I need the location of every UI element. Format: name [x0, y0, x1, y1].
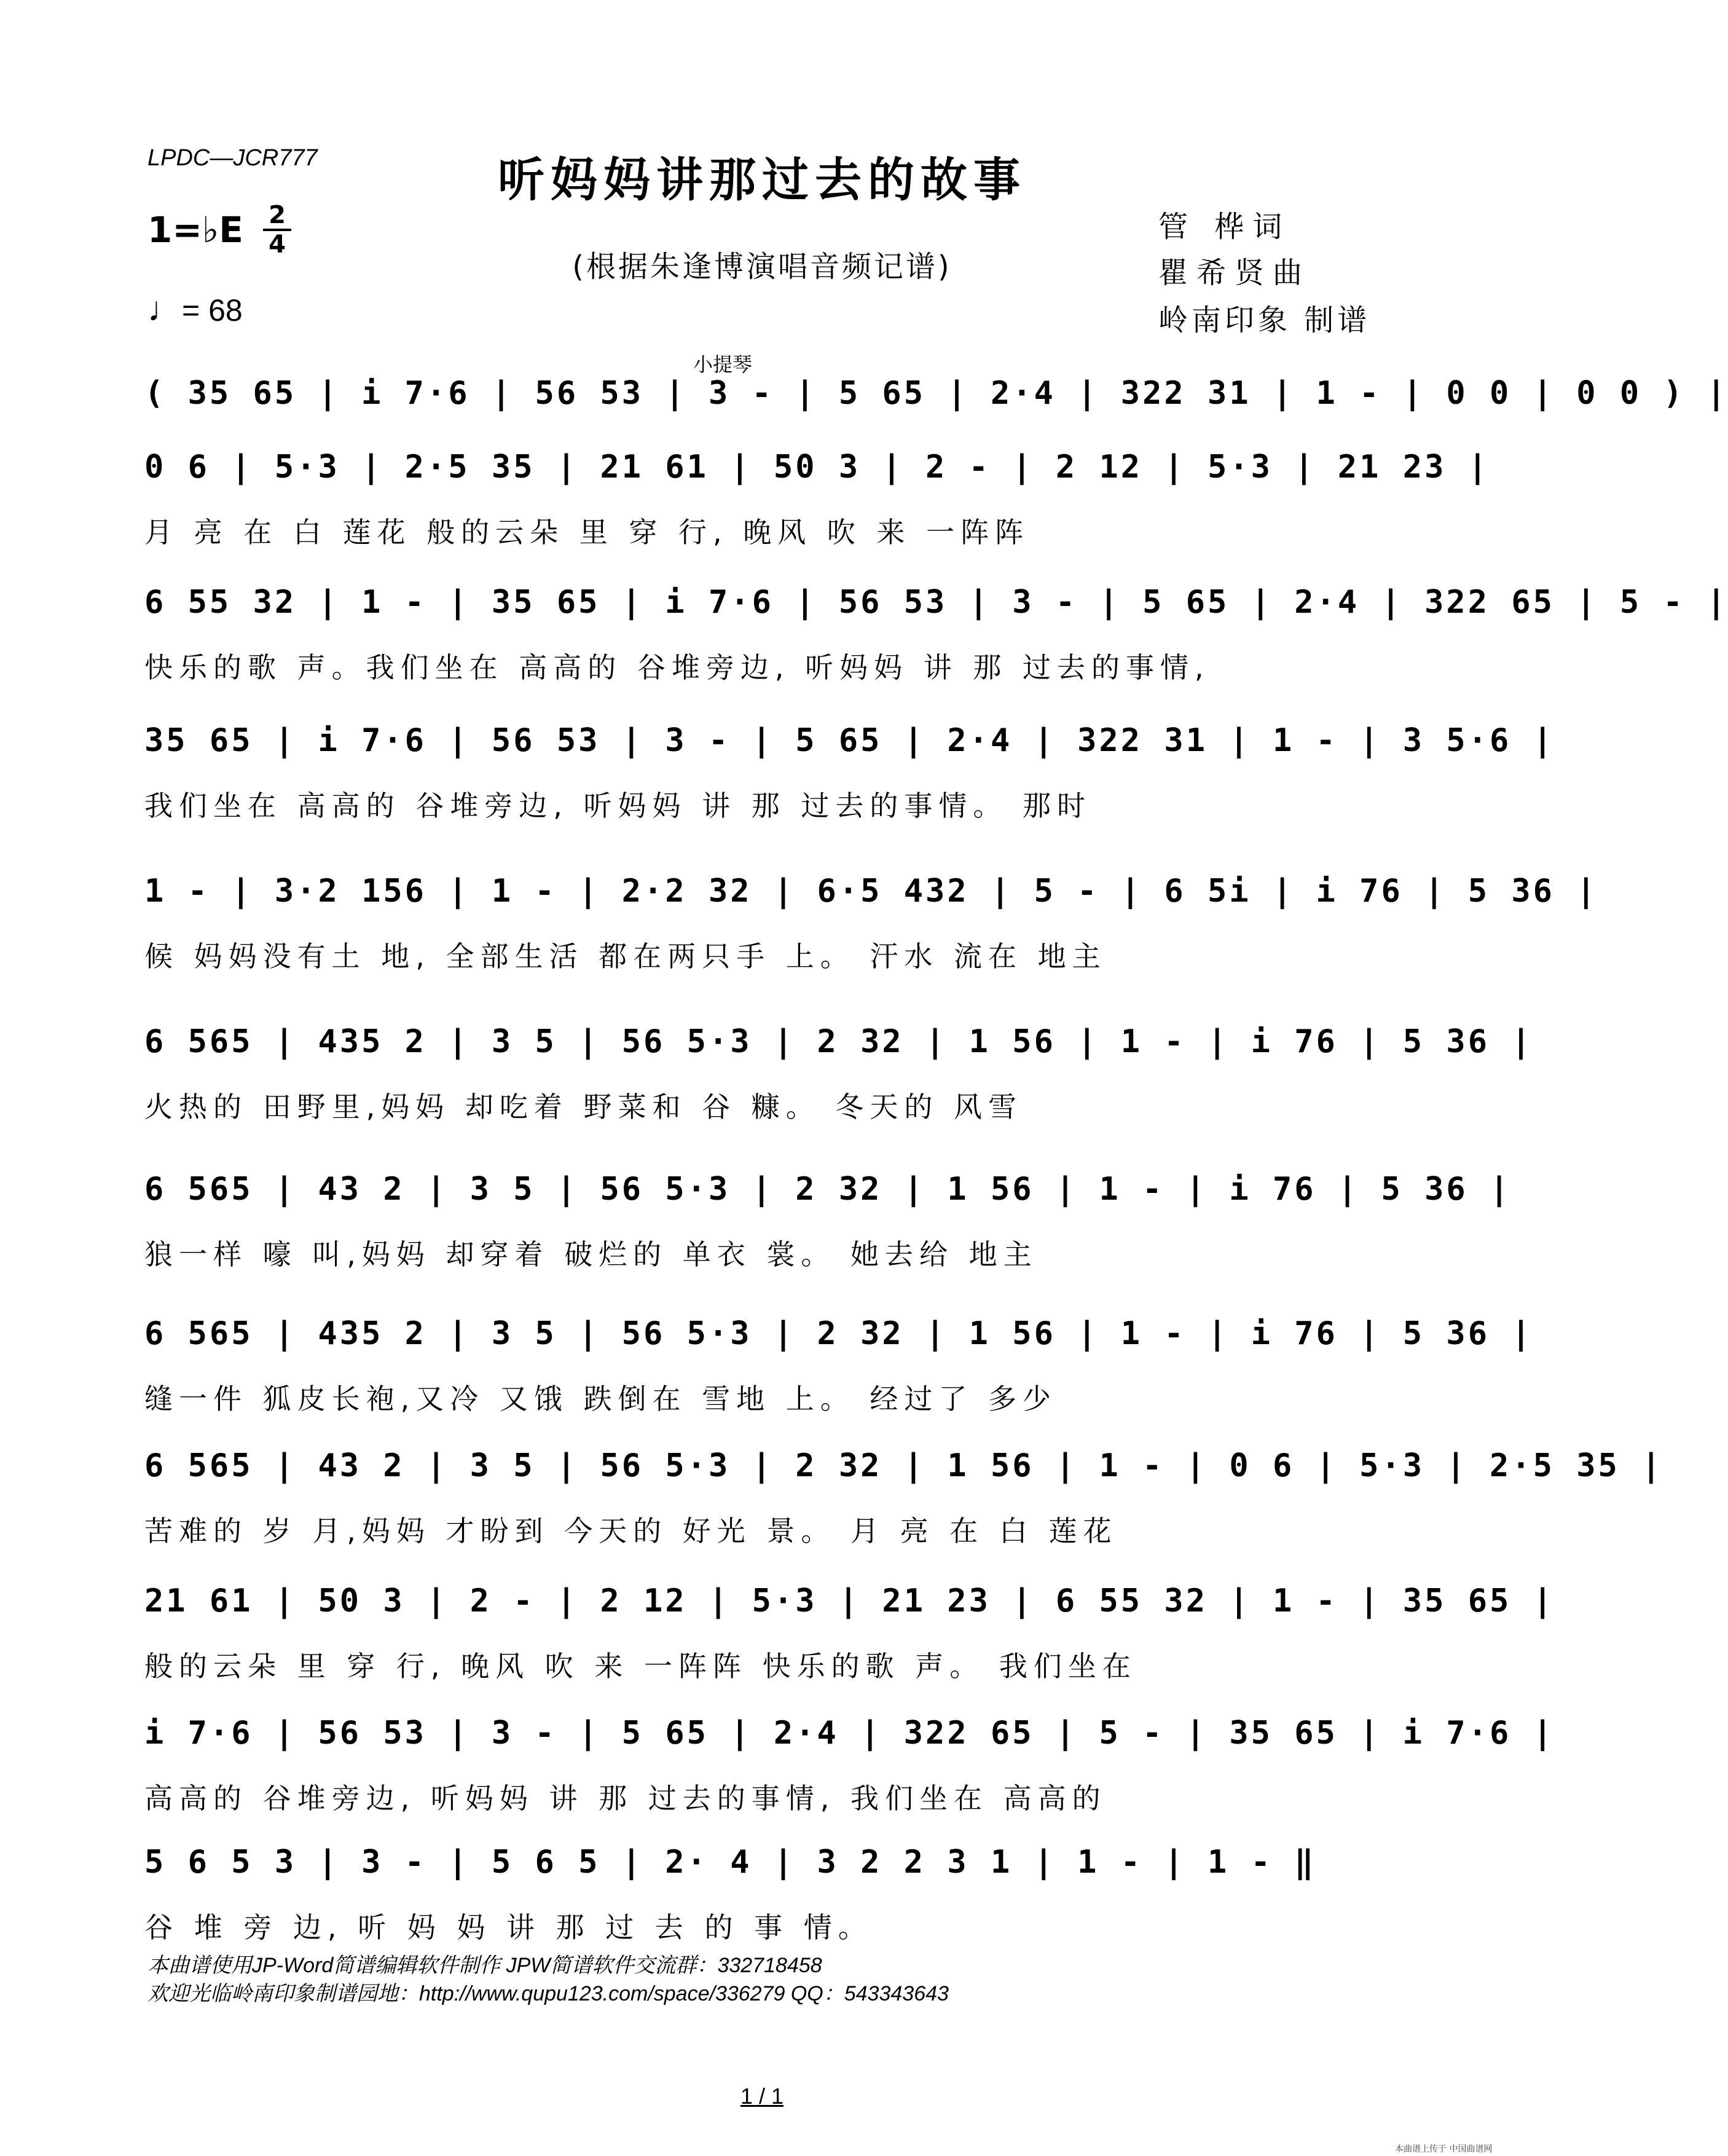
lyric-line: 般的云朵 里 穿 行, 晚风 吹 来 一阵阵 快乐的歌 声。 我们坐在 — [144, 1650, 1137, 1683]
lyric-line: 苦难的 岁 月,妈妈 才盼到 今天的 好光 景。 月 亮 在 白 莲花 — [144, 1514, 1118, 1548]
time-signature-bottom: 4 — [269, 230, 286, 259]
notation-line: i 7·6 | 56 53 | 3 - | 5 65 | 2·4 | 322 65 | 5 - | 35 65 | i 7·6 | — [144, 1715, 1555, 1752]
lyric-line: 火热的 田野里,妈妈 却吃着 野菜和 谷 糠。 冬天的 风雪 — [144, 1090, 1023, 1123]
lyric-line: 候 妈妈没有土 地, 全部生活 都在两只手 上。 汗水 流在 地主 — [144, 940, 1107, 973]
notation-line: 0 6 | 5·3 | 2·5 35 | 21 61 | 50 3 | 2 - | 2 12 | 5·3 | 21 23 | — [144, 449, 1490, 486]
composer-credit: 瞿希贤曲 — [1158, 256, 1311, 290]
song-title: 听妈妈讲那过去的故事 — [498, 152, 1026, 207]
tempo-marking — [147, 289, 243, 329]
footer-website-note: 欢迎光临岭南印象制谱园地：http://www.qupu123.com/space/336279 QQ：543343643 — [147, 1982, 949, 2005]
lyricist-credit: 管 桦词 — [1158, 210, 1291, 244]
time-signature-top: 2 — [269, 201, 286, 229]
lyric-line: 狼一样 嚎 叫,妈妈 却穿着 破烂的 单衣 裳。 她去给 地主 — [144, 1238, 1038, 1271]
page-number: 1 / 1 — [740, 2083, 784, 2109]
score-code: LPDC—JCR777 — [147, 145, 318, 171]
notation-line: 6 565 | 435 2 | 3 5 | 56 5·3 | 2 32 | 1 56 | 1 - | i 76 | 5 36 | — [144, 1023, 1533, 1060]
time-signature — [263, 203, 291, 257]
lyric-line: 缝一件 狐皮长袍,又冷 又饿 跌倒在 雪地 上。 经过了 多少 — [144, 1382, 1057, 1415]
notation-line: 5 6 5 3 | 3 - | 5 6 5 | 2· 4 | 3 2 2 3 1 | 1 - | 1 - ‖ — [144, 1844, 1316, 1881]
lyric-line: 快乐的歌 声。我们坐在 高高的 谷堆旁边, 听妈妈 讲 那 过去的事情, — [144, 651, 1210, 684]
lyric-line: 谷 堆 旁 边, 听 妈 妈 讲 那 过 去 的 事 情。 — [144, 1911, 873, 1944]
upload-watermark: 本曲谱上传于 中国曲谱网 — [1395, 2144, 1493, 2154]
lyric-line: 高高的 谷堆旁边, 听妈妈 讲 那 过去的事情, 我们坐在 高高的 — [144, 1782, 1107, 1815]
quarter-note-icon: ♩ — [147, 289, 182, 328]
arranger-credit: 岭南印象 制谱 — [1158, 303, 1371, 337]
notation-line: ( 35 65 | i 7·6 | 56 53 | 3 - | 5 65 | 2·4 | 322 31 | 1 - | 0 0 | 0 0 ) | — [144, 375, 1728, 412]
notation-line: 6 565 | 43 2 | 3 5 | 56 5·3 | 2 32 | 1 56 | 1 - | i 76 | 5 36 | — [144, 1171, 1512, 1208]
footer-software-note: 本曲谱使用JP-Word简谱编辑软件制作 JPW简谱软件交流群：332718458 — [147, 1954, 822, 1977]
notation-line: 35 65 | i 7·6 | 56 53 | 3 - | 5 65 | 2·4 | 322 31 | 1 - | 3 5·6 | — [144, 722, 1555, 759]
key-signature: 1=♭E — [147, 209, 243, 251]
song-subtitle: (根据朱逢博演唱音频记谱) — [572, 250, 952, 284]
notation-line: 6 55 32 | 1 - | 35 65 | i 7·6 | 56 53 | 3 - | 5 65 | 2·4 | 322 65 | 5 - | — [144, 584, 1728, 621]
notation-line: 6 565 | 43 2 | 3 5 | 56 5·3 | 2 32 | 1 56 | 1 - | 0 6 | 5·3 | 2·5 35 | — [144, 1447, 1663, 1484]
instrument-label: 小提琴 — [693, 353, 753, 376]
tempo-value: = 68 — [182, 293, 243, 328]
lyric-line: 月 亮 在 白 莲花 般的云朵 里 穿 行, 晚风 吹 来 一阵阵 — [144, 516, 1030, 549]
lyric-line: 我们坐在 高高的 谷堆旁边, 听妈妈 讲 那 过去的事情。 那时 — [144, 789, 1091, 822]
notation-line: 21 61 | 50 3 | 2 - | 2 12 | 5·3 | 21 23 | 6 55 32 | 1 - | 35 65 | — [144, 1583, 1555, 1619]
notation-line: 1 - | 3·2 156 | 1 - | 2·2 32 | 6·5 432 | 5 - | 6 5i | i 76 | 5 36 | — [144, 873, 1598, 910]
notation-line: 6 565 | 435 2 | 3 5 | 56 5·3 | 2 32 | 1 56 | 1 - | i 76 | 5 36 | — [144, 1315, 1533, 1352]
